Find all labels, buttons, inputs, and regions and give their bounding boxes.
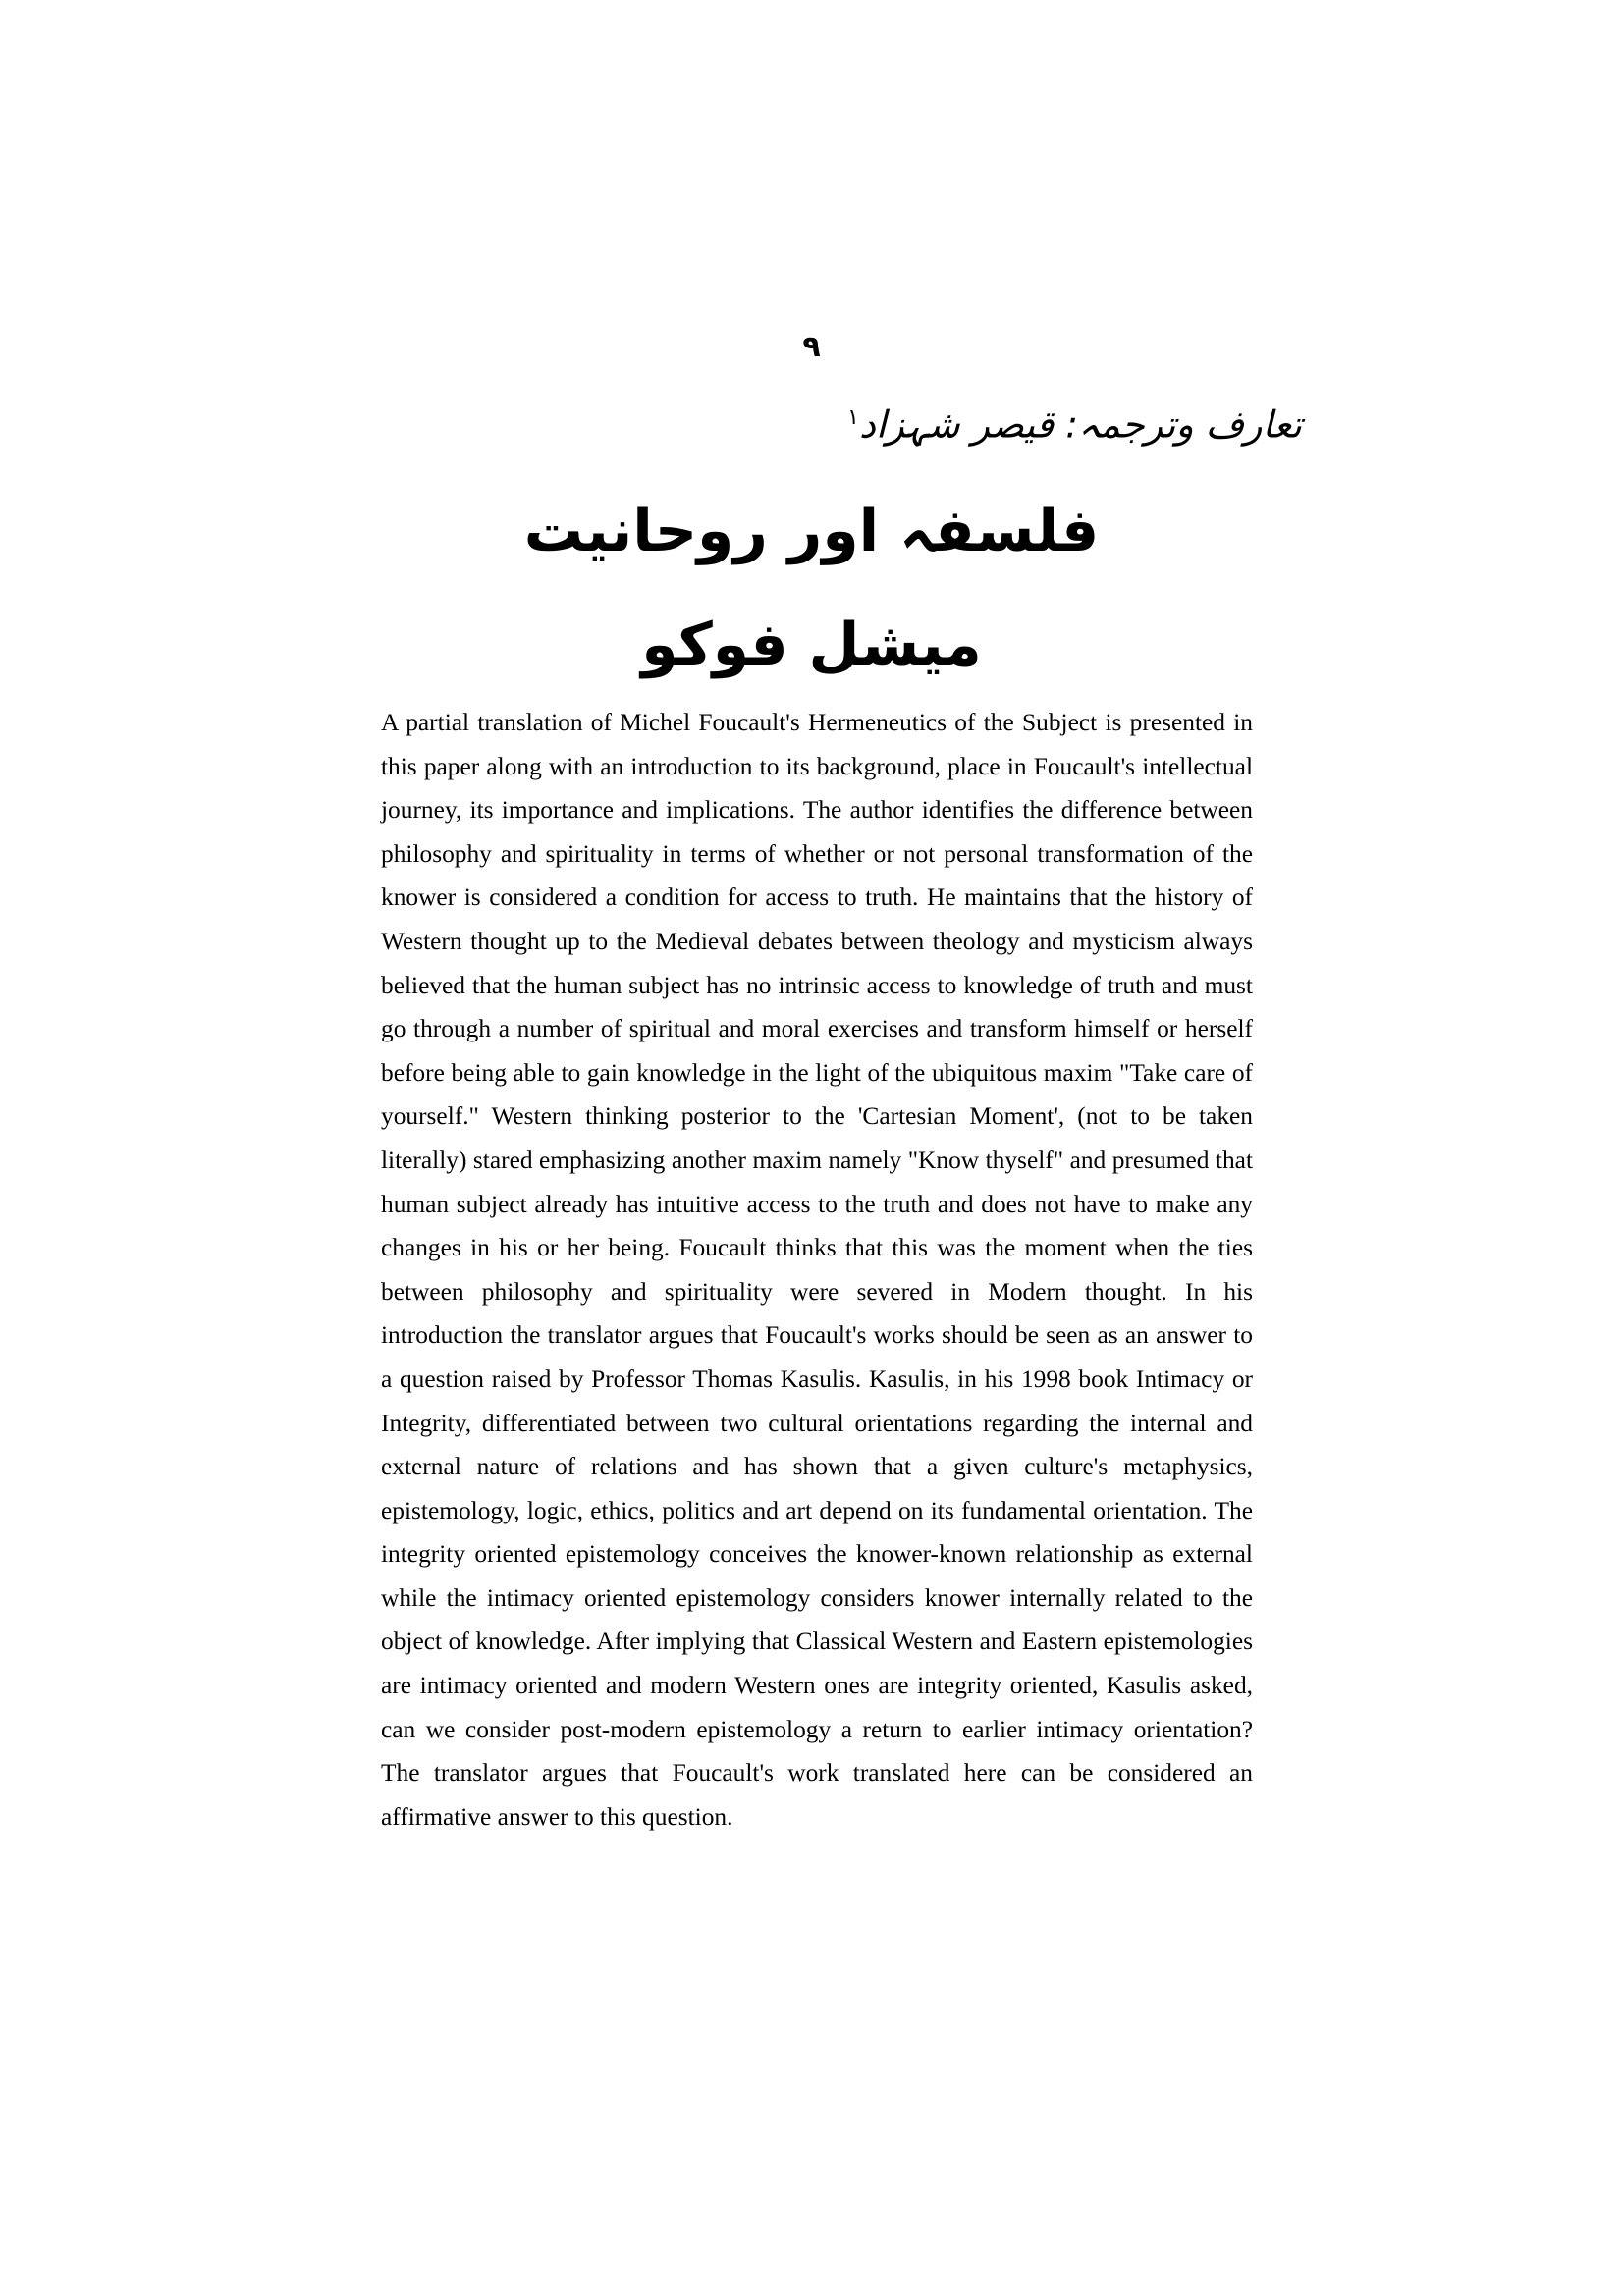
translator-credit [847,391,1302,453]
footnote-marker[interactable]: ۱ [847,405,859,430]
abstract-paragraph: A partial translation of Michel Foucault's Hermeneutics of the Subject is presented in this paper along with an introduction to its background, place in Foucault's intellectual journey, its importance and implications. The author identifies the difference between philosophy and spirituality in terms of whether or not personal transformation of the knower is considered a condition for access to truth. He maintains that the history of Western thought up to the Medieval debates between theology and mysticism always believed that the human subject has no intrinsic access to knowledge of truth and must go through a number of spiritual and moral exercises and transform himself or herself before being able to gain knowledge in the light of the ubiquitous maxim "Take care of yourself." Western thinking posterior to the 'Cartesian Moment', (not to be taken literally) stared emphasizing another maxim namely "Know thyself" and presumed that human subject already has intuitive access to the truth and does not have to make any changes in his or her being. Foucault thinks that this was the moment when the ties between philosophy and spirituality were severed in Modern thought. In his introduction the translator argues that Foucault's works should be seen as an answer to a question raised by Professor Thomas Kasulis. Kasulis, in his 1998 book Intimacy or Integrity, differentiated between two cultural orientations regarding the internal and external nature of relations and has shown that a given culture's metaphysics, epistemology, logic, ethics, politics and art depend on its fundamental orientation. The integrity oriented epistemology conceives the knower-known relationship as external while the intimacy oriented epistemology considers knower internally related to the object of knowledge. After implying that Classical Western and Eastern epistemologies are intimacy oriented and modern Western ones are integrity oriented, Kasulis asked, can we consider post-modern epistemology a return to earlier intimacy orientation? The translator argues that Foucault's work translated here can be considered an affirmative answer to this question. [381,709,1253,1831]
article-author: میشل فوکو [641,611,982,679]
page-number: ۹ [802,330,821,364]
translator-credit-text: تعارف وترجمہ: قیصر شہزاد [859,402,1302,447]
article-title: فلسفہ اور روحانیت [523,497,1100,565]
